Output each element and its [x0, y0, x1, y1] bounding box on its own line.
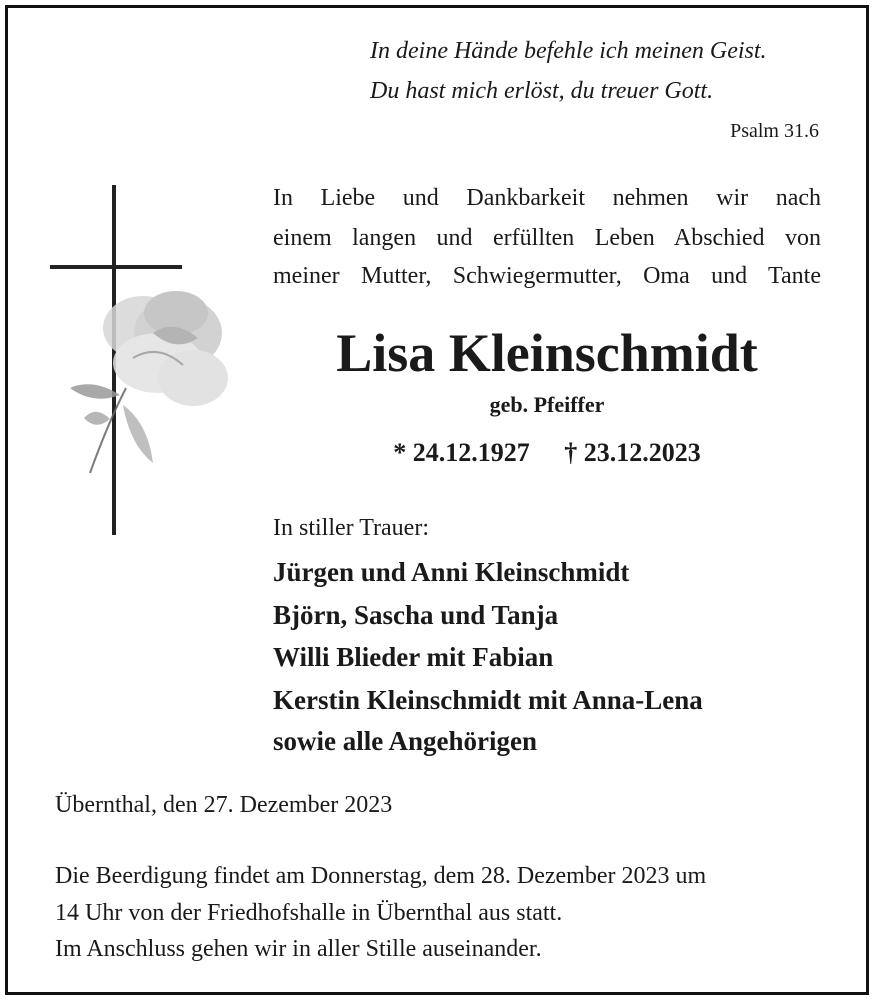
- place-and-date: Übernthal, den 27. Dezember 2023: [55, 792, 393, 818]
- birth-date: * 24.12.1927: [393, 438, 530, 467]
- cross-icon: [48, 183, 233, 543]
- verse-line-2: Du hast mich erlöst, du treuer Gott.: [370, 78, 714, 104]
- funeral-line-1: Die Beerdigung findet am Donnerstag, dem 28. Dezember 2023 um: [55, 863, 707, 889]
- verse-line-1: In deine Hände befehle ich meinen Geist.: [370, 38, 767, 64]
- mourning-label: In stiller Trauer:: [273, 515, 429, 541]
- mourner-name: Björn, Sascha und Tanja: [273, 600, 559, 630]
- life-dates: [273, 438, 821, 468]
- mourner-name: Willi Blieder mit Fabian: [273, 642, 554, 672]
- intro-line-3: meiner Mutter, Schwiegermutter, Oma und Tante: [273, 263, 821, 289]
- deceased-name: Lisa Kleinschmidt: [336, 323, 758, 383]
- rose-illustration: [70, 291, 228, 473]
- intro-line-1: In Liebe und Dankbarkeit nehmen wir nach: [273, 185, 821, 211]
- mourner-name: Kerstin Kleinschmidt mit Anna-Lena: [273, 685, 703, 715]
- birth-name: geb. Pfeiffer: [489, 392, 605, 417]
- verse-source: Psalm 31.6: [730, 120, 819, 142]
- mourner-name: sowie alle Angehörigen: [273, 726, 537, 756]
- intro-line-2: einem langen und erfüllten Leben Abschied von: [273, 225, 821, 251]
- death-date: † 23.12.2023: [564, 438, 701, 467]
- mourner-name: Jürgen und Anni Kleinschmidt: [273, 557, 630, 587]
- funeral-line-2: 14 Uhr von der Friedhofshalle in Übernthal aus statt.: [55, 900, 563, 926]
- funeral-line-3: Im Anschluss gehen wir in aller Stille auseinander.: [55, 936, 542, 962]
